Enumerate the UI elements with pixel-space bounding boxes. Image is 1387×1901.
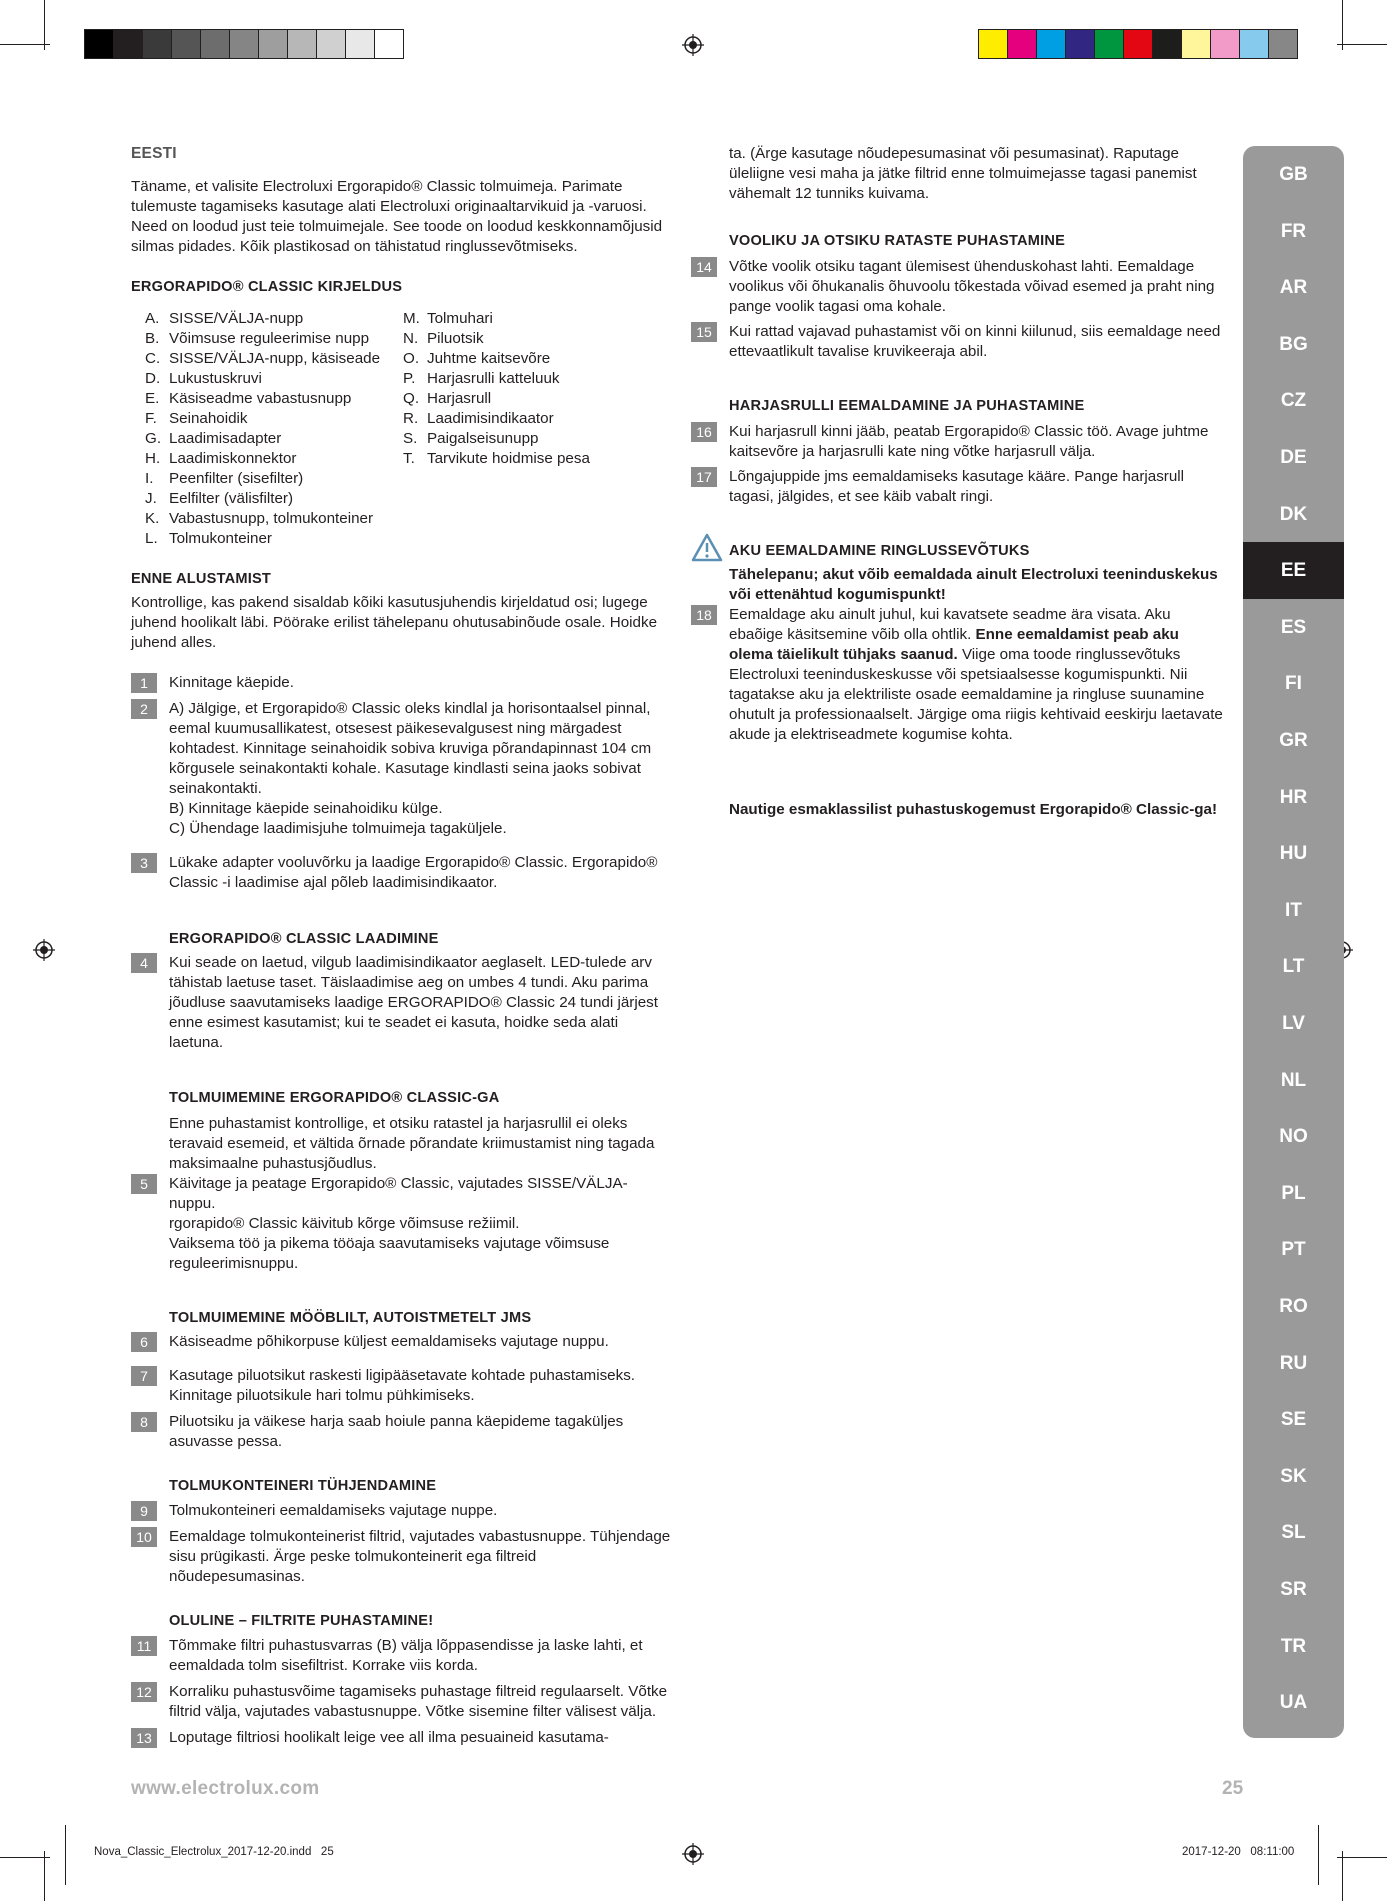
parts-list-item bbox=[145, 489, 403, 509]
color-swatch bbox=[1210, 30, 1239, 58]
color-swatch bbox=[1036, 30, 1065, 58]
part-name: Harjasrull bbox=[427, 390, 492, 407]
language-tab-no[interactable]: NO bbox=[1279, 1126, 1308, 1148]
registration-mark-icon bbox=[682, 34, 704, 56]
color-swatch bbox=[171, 30, 200, 58]
part-name: SISSE/VÄLJA-nupp, käsiseade bbox=[169, 350, 381, 367]
step-number: 5 bbox=[131, 1174, 157, 1194]
step-5: 5 Käivitage ja peatage Ergorapido® Classic, vajutades SISSE/VÄLJA-nuppu. rgorapido® Classic käivitub kõrge võimsuse režiimil. Vaiksema töö ja pikema tööaja saavutamiseks vajutage võimsuse reguleerimisnuppu. bbox=[169, 1174, 671, 1274]
step-6: 6 Käsiseadme põhikorpuse küljest eemaldamiseks vajutage nuppu. bbox=[169, 1332, 671, 1352]
charge-heading: ERGORAPIDO® CLASSIC LAADIMINE bbox=[169, 931, 439, 947]
step-11: 11 Tõmmake filtri puhastusvarras (B) välja lõppasendisse ja laske lahti, et eemaldada tolm sisefiltrist. Korrake viis korda. bbox=[169, 1636, 671, 1676]
parts-list-item bbox=[145, 449, 403, 469]
parts-list-item bbox=[403, 449, 590, 469]
part-name: Juhtme kaitsevõre bbox=[427, 350, 551, 367]
part-letter: L. bbox=[145, 530, 158, 547]
part-name: Harjasrulli katteluuk bbox=[427, 370, 560, 387]
footer-url[interactable]: www.electrolux.com bbox=[131, 1778, 320, 1799]
desc-heading: ERGORAPIDO® CLASSIC KIRJELDUS bbox=[131, 279, 403, 295]
step-number: 11 bbox=[131, 1636, 157, 1656]
battery-section bbox=[729, 541, 1227, 605]
parts-list-col1 bbox=[145, 309, 403, 549]
language-tab-pl[interactable]: PL bbox=[1281, 1182, 1306, 1204]
language-tab-sr[interactable]: SR bbox=[1280, 1579, 1307, 1600]
part-letter: P. bbox=[403, 370, 416, 387]
vacuum-intro: Enne puhastamist kontrollige, et otsiku ratastel ja harjasrullil ei oleks teravaid esemeid, et vältida õrnade põrandate kriimustamist ning tagada maksimaalne puhastusjõudlus. bbox=[169, 1115, 655, 1172]
part-name: Laadimiskonnektor bbox=[169, 450, 297, 467]
step-14: 14 Võtke voolik otsiku tagant ülemisest ühenduskohast lahti. Eemaldage voolikus või õhukanalis õhuvoolu tõkestada võivad esemed ja praht ning pange voolik tagasi oma kohale. bbox=[729, 257, 1227, 317]
part-letter: R. bbox=[403, 410, 419, 427]
part-name: Lukustuskruvi bbox=[169, 370, 262, 387]
language-tab-hu[interactable]: HU bbox=[1279, 843, 1308, 865]
language-tab-pt[interactable]: PT bbox=[1281, 1239, 1306, 1261]
color-swatch bbox=[113, 30, 142, 58]
battery-heading: AKU EEMALDAMINE RINGLUSSEVÕTUKS bbox=[729, 543, 1030, 559]
page-number: 25 bbox=[1222, 1778, 1244, 1799]
part-letter: A. bbox=[145, 310, 160, 327]
step-8: 8 Piluotsiku ja väikese harja saab hoiule panna käepideme tagaküljes asuvasse pessa. bbox=[169, 1412, 671, 1452]
part-name: SISSE/VÄLJA-nupp bbox=[169, 310, 304, 327]
language-tab-sl[interactable]: SL bbox=[1281, 1522, 1306, 1544]
language-tab-gb[interactable]: GB bbox=[1279, 164, 1308, 185]
step-15: 15 Kui rattad vajavad puhastamist või on kinni kiilunud, siis eemaldage need ettevaatlikult tavalise kruvikeeraja abil. bbox=[729, 322, 1227, 362]
before-text: Kontrollige, kas pakend sisaldab kõiki kasutusjuhendis kirjeldatud osi; lugege juhend hoolikalt läbi. Pöörake erilist tähelepanu ohutusabinõude osale. Hoidke juhend alles. bbox=[131, 594, 658, 651]
part-name: Vabastusnupp, tolmukonteiner bbox=[169, 510, 374, 527]
color-swatch bbox=[1065, 30, 1094, 58]
parts-list-item bbox=[145, 309, 403, 329]
vacuum-heading: TOLMUIMEMINE ERGORAPIDO® CLASSIC-GA bbox=[169, 1090, 500, 1106]
language-tab-fi[interactable]: FI bbox=[1285, 673, 1302, 695]
part-letter: F. bbox=[145, 410, 157, 427]
language-tab-nl[interactable]: NL bbox=[1280, 1069, 1307, 1091]
language-tab-ua[interactable]: UA bbox=[1279, 1692, 1308, 1714]
step-10: 10 Eemaldage tolmukonteinerist filtrid, vajutades vabastusnuppe. Tühjendage sisu prügikasti. Ärge peske tolmukonteinerit ega filtreid nõudepesumasinas. bbox=[169, 1527, 671, 1587]
step-12: 12 Korraliku puhastusvõime tagamiseks puhastage filtreid regulaarselt. Võtke filtrid välja, vajutades vabastusnuppe. Võtke sisemine filter välisest välja. bbox=[169, 1682, 671, 1722]
process-color-bar bbox=[978, 29, 1298, 59]
step-3: 3 Lükake adapter vooluvõrku ja laadige Ergorapido® Classic. Ergorapido® Classic -i laadimise ajal põleb laadimisindikaator. bbox=[169, 853, 671, 893]
color-swatch bbox=[1123, 30, 1152, 58]
language-tab-fr[interactable]: FR bbox=[1280, 220, 1307, 242]
step-number: 2 bbox=[131, 699, 157, 719]
language-tab-tr[interactable]: TR bbox=[1280, 1635, 1307, 1657]
parts-list-item bbox=[145, 369, 403, 389]
step-number: 10 bbox=[131, 1527, 157, 1547]
part-letter: G. bbox=[145, 430, 162, 447]
color-swatch bbox=[345, 30, 374, 58]
right-column bbox=[696, 144, 1227, 820]
part-letter: I. bbox=[145, 470, 154, 487]
color-swatch bbox=[200, 30, 229, 58]
color-swatch bbox=[1239, 30, 1268, 58]
parts-list-item bbox=[145, 329, 403, 349]
part-name: Piluotsik bbox=[427, 330, 484, 347]
parts-list-item bbox=[403, 309, 590, 329]
part-letter: S. bbox=[403, 430, 418, 447]
language-tab-hr[interactable]: HR bbox=[1279, 786, 1308, 808]
step-4: 4 Kui seade on laetud, vilgub laadimisindikaator aeglaselt. LED-tulede arv tähistab laetuse taset. Täislaadimise aeg on umbes 4 tundi. Aku parima jõudluse saavutamiseks laadige ERGORAPIDO® Classic 24 tundi järjest enne esimest kasutamist; kui te seadet ei kasuta, hoidke seda alati laetuna. bbox=[169, 953, 671, 1053]
parts-list-item bbox=[145, 469, 403, 489]
step-number: 16 bbox=[691, 422, 717, 442]
part-letter: H. bbox=[145, 450, 161, 467]
part-name: Tolmuhari bbox=[427, 310, 493, 327]
color-swatch bbox=[142, 30, 171, 58]
language-tab-es[interactable]: ES bbox=[1280, 616, 1307, 638]
warning-triangle-icon bbox=[691, 533, 723, 563]
part-name: Tolmukonteiner bbox=[169, 530, 272, 547]
filter-heading: OLULINE – FILTRITE PUHASTAMINE! bbox=[169, 1613, 434, 1629]
parts-list-item bbox=[403, 409, 590, 429]
step-2: 2 A) Jälgige, et Ergorapido® Classic oleks kindlal ja horisontaalsel pinnal, eemal kuumusallikatest, otsesest päikesevalgusest ning märgadest kohtadest. Kinnitage seinahoidik sobiva kruviga põrandapinnast 104 cm kõrgusele seinakontakti kohale. Kasutage kindlasti seina jaoks sobivat seinakontakti. B) Kinnitage käepide seinahoidiku külge. C) Ühendage laadimisjuhe tolmuimeja tagaküljele. bbox=[169, 699, 671, 839]
battery-warning: Tähelepanu; akut võib eemaldada ainult Electroluxi teeninduskekus või ettenähtud kogumispunkt! bbox=[729, 566, 1218, 603]
part-name: Tarvikute hoidmise pesa bbox=[427, 450, 590, 467]
part-letter: B. bbox=[145, 330, 160, 347]
slug-date: 2017-12-20 08:11:00 bbox=[1182, 1846, 1295, 1858]
empty-heading: TOLMUKONTEINERI TÜHJENDAMINE bbox=[169, 1478, 437, 1494]
step-1: 1 Kinnitage käepide. bbox=[169, 673, 671, 693]
gray-color-bar bbox=[84, 29, 404, 59]
color-swatch bbox=[85, 30, 113, 58]
color-swatch bbox=[287, 30, 316, 58]
language-tab-ee[interactable]: EE bbox=[1243, 542, 1344, 599]
parts-list-item bbox=[403, 369, 590, 389]
part-letter: Q. bbox=[403, 390, 420, 407]
language-tab-lv[interactable]: LV bbox=[1282, 1013, 1305, 1034]
before-heading: ENNE ALUSTAMIST bbox=[131, 571, 272, 587]
step-16: 16 Kui harjasrull kinni jääb, peatab Ergorapido® Classic töö. Avage juhtme kaitsevõre ja harjasrulli kate ning võtke harjasrull välja. bbox=[729, 422, 1227, 462]
step-number: 17 bbox=[691, 467, 717, 487]
parts-list-item bbox=[145, 349, 403, 369]
part-name: Eelfilter (välisfilter) bbox=[169, 490, 294, 507]
part-name: Võimsuse reguleerimise nupp bbox=[169, 330, 370, 347]
language-tab-sk[interactable]: SK bbox=[1280, 1465, 1307, 1487]
color-swatch bbox=[258, 30, 287, 58]
language-tab-bg[interactable]: BG bbox=[1279, 333, 1308, 355]
step-number: 6 bbox=[131, 1332, 157, 1352]
color-swatch bbox=[374, 30, 403, 58]
part-name: Seinahoidik bbox=[169, 410, 248, 427]
language-tab-ro[interactable]: RO bbox=[1279, 1296, 1308, 1317]
step-17: 17 Lõngajuppide jms eemaldamiseks kasutage kääre. Pange harjasrull tagasi, jälgides, et see käib vabalt ringi. bbox=[729, 467, 1227, 507]
part-letter: D. bbox=[145, 370, 161, 387]
part-name: Laadimisindikaator bbox=[427, 410, 554, 427]
part-letter: M. bbox=[403, 310, 420, 327]
step-9: 9 Tolmukonteineri eemaldamiseks vajutage nuppe. bbox=[169, 1501, 671, 1521]
parts-list-item bbox=[145, 409, 403, 429]
step-number: 12 bbox=[131, 1682, 157, 1702]
language-tab-ar[interactable]: AR bbox=[1279, 277, 1308, 299]
color-swatch bbox=[1007, 30, 1036, 58]
language-tab-gr[interactable]: GR bbox=[1279, 730, 1308, 751]
part-name: Paigalseisunupp bbox=[427, 430, 539, 447]
intro-text: Täname, et valisite Electroluxi Ergorapido® Classic tolmuimeja. Parimate tulemuste tagamiseks kasutage alati Electroluxi originaaltarvikuid ja -varuosi. Need on loodud just teie tolmuimejale. See toode on loodud keskkonnamõjusid silmas pidades. Kõik plastikosad on tähistatud ringlussevõtmiseks. bbox=[131, 178, 663, 255]
part-name: Laadimisadapter bbox=[169, 430, 282, 447]
color-swatch bbox=[1181, 30, 1210, 58]
part-letter: N. bbox=[403, 330, 419, 347]
language-tab-it[interactable]: IT bbox=[1285, 899, 1302, 921]
parts-list-item bbox=[145, 529, 403, 549]
part-letter: C. bbox=[145, 350, 161, 367]
step-number: 9 bbox=[131, 1501, 157, 1521]
step-13: 13 Loputage filtriosi hoolikalt leige vee all ilma pesuaineid kasutama- bbox=[169, 1728, 671, 1748]
part-letter: E. bbox=[145, 390, 160, 407]
language-tab-se[interactable]: SE bbox=[1280, 1409, 1307, 1431]
language-tab-ru[interactable]: RU bbox=[1279, 1352, 1308, 1374]
part-letter: J. bbox=[145, 490, 157, 507]
parts-list bbox=[131, 309, 671, 549]
hose-heading: VOOLIKU JA OTSIKU RATASTE PUHASTAMINE bbox=[729, 233, 1066, 249]
parts-list-item bbox=[403, 349, 590, 369]
language-tab-lt[interactable]: LT bbox=[1282, 956, 1305, 978]
step-number: 18 bbox=[691, 605, 717, 625]
page-title: EESTI bbox=[131, 145, 177, 162]
furniture-heading: TOLMUIMEMINE MÖÖBLILT, AUTOISTMETELT JMS bbox=[169, 1310, 532, 1326]
registration-mark-icon bbox=[682, 1843, 704, 1865]
color-swatch bbox=[1152, 30, 1181, 58]
color-swatch bbox=[316, 30, 345, 58]
step-number: 8 bbox=[131, 1412, 157, 1432]
step-number: 13 bbox=[131, 1728, 157, 1748]
color-swatch bbox=[1094, 30, 1123, 58]
parts-list-item bbox=[403, 429, 590, 449]
color-swatch bbox=[229, 30, 258, 58]
step-18: 18 Eemaldage aku ainult juhul, kui kavatsete seadme ära visata. Aku ebaõige käsitsemine võib olla ohtlik. Enne eemaldamist peab aku olema täielikult tühjaks saanud. Viige oma toode ringlussevõtuks Electroluxi teeninduskeskusse või spetsiaalsesse kogumispunkti. Nii tagatakse aku ja elektriliste osade eemaldamine ja ringluse suunamine ohutult ja professionaalselt. Järgige oma riigis kehtivaid eeskirju laetavate akude ja elektriseadmete kogumise kohta. bbox=[729, 605, 1227, 745]
part-name: Peenfilter (sisefilter) bbox=[169, 470, 304, 487]
part-letter: K. bbox=[145, 510, 160, 527]
parts-list-item bbox=[145, 429, 403, 449]
part-name: Käsiseadme vabastusnupp bbox=[169, 390, 352, 407]
part-letter: O. bbox=[403, 350, 420, 367]
parts-list-item bbox=[145, 389, 403, 409]
step-7: 7 Kasutage piluotsikut raskesti ligipääsetavate kohtade puhastamiseks. Kinnitage piluotsikule hari tolmu pühkimiseks. bbox=[169, 1366, 671, 1406]
parts-list-item bbox=[403, 329, 590, 349]
step-number: 14 bbox=[691, 257, 717, 277]
language-tab-de[interactable]: DE bbox=[1280, 447, 1307, 468]
step-number: 15 bbox=[691, 322, 717, 342]
registration-mark-icon bbox=[33, 939, 55, 961]
closing-text: Nautige esmaklassilist puhastuskogemust Ergorapido® Classic-ga! bbox=[729, 801, 1218, 818]
language-tab-dk[interactable]: DK bbox=[1279, 503, 1308, 525]
brush-heading: HARJASRULLI EEMALDAMINE JA PUHASTAMINE bbox=[729, 398, 1085, 414]
step-number: 7 bbox=[131, 1366, 157, 1386]
part-letter: T. bbox=[403, 450, 415, 467]
step-number: 4 bbox=[131, 953, 157, 973]
step-number: 1 bbox=[131, 673, 157, 693]
slug-filename: Nova_Classic_Electrolux_2017-12-20.indd 25 bbox=[94, 1846, 334, 1858]
color-swatch bbox=[979, 30, 1007, 58]
step-number: 3 bbox=[131, 853, 157, 873]
parts-list-col2 bbox=[403, 309, 590, 549]
parts-list-item bbox=[145, 509, 403, 529]
language-tab-cz[interactable]: CZ bbox=[1280, 390, 1307, 412]
continued-text: ta. (Ärge kasutage nõudepesumasinat või pesumasinat). Raputage üleliigne vesi maha ja jätke filtrid enne tolmuimejasse tagasi panemist vähemalt 12 tunniks kuivama. bbox=[729, 145, 1197, 202]
color-swatch bbox=[1268, 30, 1297, 58]
left-column bbox=[131, 144, 671, 1748]
parts-list-item bbox=[403, 389, 590, 409]
